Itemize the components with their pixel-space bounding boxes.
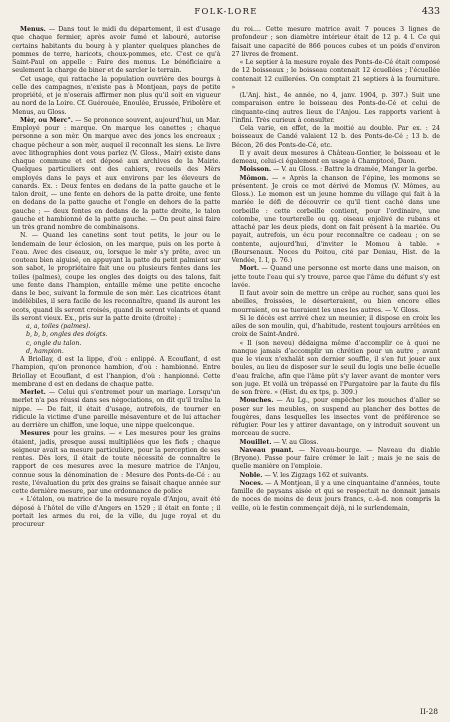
- signature-mark: II-28: [419, 707, 438, 716]
- entry-body-menus: — Dans tout le midi du département, il est d'usage que chaque fermier, après avoir fumé et labouré, autorise certains habitants du bourg à y planter quelques planches de pommes de terre, haricots, choux-pommes, etc. C'est ce qu'à Saint-Paul on appelle : Faire des menus. Le bénéficiaire a seulement la charge de biner et de sarcler le terrain.: [12, 26, 221, 75]
- entry-head-mouillet: Mouillet.: [239, 438, 272, 446]
- entry-head-mesures: Mesures: [20, 430, 50, 438]
- entry-merlet: [12, 389, 221, 430]
- list-item: b, b, b, ongles des doigts.: [26, 331, 108, 339]
- entry-moisson: [232, 166, 441, 174]
- entry-mouches: [232, 397, 441, 438]
- entry-mesures: [12, 430, 221, 496]
- entry-head-mouches: Mouches.: [239, 397, 274, 405]
- entry-mer: [12, 117, 221, 233]
- entry-mort: [232, 265, 441, 290]
- paragraph: Cet usage, qui rattache la population ouvrière des bourgs à celle des campagnes, n'existe pas à Montjean, pays de petite propriété, et je n'oserais affirmer non plus qu'il soit en vigueur au nord de la Loire. Cf. Guérouée, Enoulée, Erussée, Fribolère et Menus, au Gloss.: [12, 75, 221, 116]
- entry-head-momon: Mômon.: [239, 174, 269, 182]
- paragraph: « L'étalon, ou matrice de la mesure royale d'Anjou, avait été déposé à l'hôtel de ville d'Angers en 1529 ; il était en fonte ; il portait les armes du roi, de la ville, du juge royal et du procureur: [12, 496, 221, 528]
- paragraph: « Le septier à la mesure royale des Ponts-de-Cé était composé de 12 boisseaux ; le boisseau contenait 12 écuellées ; l'écuellée contenait 12 cuillerées. On comptait 21 septiers à la fourniture. »: [231, 59, 440, 91]
- paragraph: du roi.... Cette mesure matrice avait 7 pouces 3 lignes de profondeur ; son diamètre intérieur était de 12 p. 4 l. Ce qui faisait une capacité de 866 pouces cubes et un poids d'environ 27 livres de froment.: [231, 26, 440, 58]
- entry-body-mort: — Quand une personne est morte dans une maison, on jette toute l'eau qui s'y trouve, parce que l'âme du défunt s'y est lavée.: [231, 265, 440, 289]
- text-columns: [12, 26, 440, 718]
- entry-body-moisson: — V. au Gloss. : Battre la dramée, Manger la gerbe.: [271, 166, 438, 174]
- entry-body-mesures: pour les grains. — « Les mesures pour les grains étaient, jadis, presque aussi multipliées que les fiefs ; chaque seigneur avait sa mesure particulière, pour la perception de ses rentes. Dès lors, il était de toute nécessité de connaître le rapport de ces mesures avec la mesure matrice de l'Anjou, connue sous la dénomination de : Mesure des Ponts-de-Cé : au reste, l'évaluation du prix des grains se faisait chaque année sur cette dernière mesure, par une ordonnance de police: [12, 430, 221, 495]
- paragraph: (L'Anj. hist., 4e année, no 4, janv. 1904, p. 397.) Suit une comparaison entre le boisseau des Ponts-de-Cé et celui de cinquante-cinq autres lieux de l'Anjou. Les rapports varient à l'infini. Très curieux à consulter.: [231, 92, 440, 124]
- paragraph: Il y avait deux mesures à Château-Gontier, le boisseau et le demeau, celui-ci également en usage à Champtocé, Daon.: [231, 149, 440, 165]
- entry-naveau: [232, 447, 441, 472]
- paragraph: N. — Quand les canetins sont tout petits, le jour ou le lendemain de leur éclosion, on les marque, puis on les porte à l'eau. Avec des ciseaux, ou, lorsque le mèr s'y prête, avec un couteau bien aiguisé, en appuyant la patte du petit palmient sur son sabot, le propriétaire fait une ou plusieurs fentes dans les toiles (palmes), coupe les ongles des doigts ou des talons, fait une fente dans l'hampion, entaille même une petite encoche dans le bec, suivant la formule de son mèr. Les cicatrices étant indélébiles, il sera facile de les reconnaître, quand ils auront les ecots, quand ils seront croisés, quand ils seront volants et quand ils seront vieux. Ex., pris sur la patte droite (droite) :: [12, 232, 221, 322]
- entry-body-naveau: — Naveau-bourge. — Naveau du diable (Bryone). Passe pour faire crémer le lait ; mais je ne sais de quelle manière on l'emploie.: [231, 446, 440, 471]
- entry-momon: [232, 175, 441, 266]
- entry-head-naveau: Naveau puant.: [239, 446, 294, 454]
- entry-noces: [232, 480, 441, 513]
- page-number: 433: [421, 6, 440, 17]
- entry-head-mort: Mort.: [239, 265, 260, 273]
- right-column: [232, 26, 441, 718]
- entry-body-mouillet: — V. au Gloss.: [271, 438, 319, 446]
- entry-noble: [232, 472, 441, 480]
- paragraph: Si le décès est arrivé chez un meunier, il dispose en croix les ailes de son moulin, qui, d'habitude, restent toujours arrêtées en croix de Saint-André.: [231, 314, 440, 339]
- entry-body-merlet: — Celui qui s'entremet pour un mariage. Lorsqu'un merlet n'a pas réussi dans ses négociations, on dit qu'il traîne la nippe. — De fait, il était d'usage, autrefois, de tourner en ridicule la victime d'une pareille mésaventure et de lui attacher au derrière un chiffon, une loque, une nippe quelconque.: [12, 389, 221, 429]
- paragraph: Il faut avoir soin de mettre un crêpe au rucher, sans quoi les abeilles, froissées, le déserteraient, ou bien encore elles mourraient, ou se tueraient les unes les autres. — V. Gloss.: [231, 290, 440, 314]
- entry-body-noble: — V. les Zigzags 162 et suivants.: [262, 471, 369, 479]
- entry-head-moisson: Moisson.: [239, 166, 272, 174]
- entry-body-mer: — Se prononce souvent, aujourd'hui, un Mar. Employé pour : marque. On marque les canettes ; chaque personne a son mèr. On marque avec des joncs les encreaux ; chaque pêcheur a son mèr, auquel il reconnaît les siens. Le livre avec lithographies dont vous parlez (V. Gloss., Mair) existe dans chaque commune et est déposé aux archives de la Mairie. Quelques particuliers ont des cahiers, recueils des Mèrs employés dans le pays et aux environs par les éleveurs de canards. Ex. : Deux fentes en dedans de la patte gauche et le talon droit, — une fente en dehors de la patte droite, une fente en dedans de la patte gauche et l'ongle en dehors de la patte gauche ; — deux fentes en dedans de la patte droite, le talon gauche et hambionné de la patte gauche. — On peut ainsi faire un très grand nombre de combinaisons.: [12, 116, 221, 231]
- list-item: c, ongle du talon.: [26, 339, 82, 347]
- paragraph: Cela varie, en effet, de la moitié au double. Par ex. : 24 boisseaux de Candé valaient 12 b. des Ponts-de-Cé ; 13 b. de Bécon, 26 des Ponts-de-Cé, etc.: [231, 125, 440, 149]
- entry-body-mouches: — Au Lg., pour empêcher les mouches d'aller se poser sur les meubles, on suspend au plancher des bottes de fougères, dans lesquelles les insectes vont de préférence se réfugier. Pour les y attirer davantage, on y introduit souvent un morceau de sucre.: [231, 397, 440, 438]
- running-header: [12, 6, 440, 20]
- paragraph: A Briollay, d est la lippe, d'où : enlippé. A Ecouflant, d est l'hampion, qu'on prononce hambion, d'où : hambionné. Entre Briollay et Ecouflant, d est l'hanpion, d'où : hanpionné. Cette membrane d est en dedans de chaque patte.: [12, 356, 221, 388]
- entry-head-menus: Menus.: [20, 26, 46, 33]
- entry-head-merlet: Merlet.: [20, 389, 46, 396]
- list-item: a, a, toiles (palmes).: [26, 323, 91, 330]
- list-item: d, hampion.: [26, 347, 64, 355]
- entry-mouillet: [232, 439, 441, 447]
- entry-body-noces: — A Montjean, il y a une cinquantaine d'années, toute famille de paysans aisée et qui se respectait ne donnait jamais de noces de moins de deux jours francs, c.-à-d. non compris la veille, où le festin commençait déjà, ni le surlendemain,: [231, 479, 440, 512]
- entry-head-noces: Noces.: [239, 479, 264, 487]
- left-column: [12, 26, 221, 718]
- paragraph: « Il (son neveu) dédaigna même d'accomplir ce à quoi ne manque jamais d'accomplir un chrétien pour un autre ; avant que le vieux n'exhalât son dernier souffle, il s'en fut jouer aux boules, au lieu de disposer sur le seuil du logis une belle écuelle d'eau fraîche, afin que l'âme pût s'y laver avant de monter vers son juge. Et voilà un trépassé en l'Purgatoire par la faute du fils de son frère. » (Hist. du ex tps, p. 309.): [231, 339, 440, 396]
- running-title: FOLK-LORE: [194, 6, 258, 16]
- entry-head-mer: Mèr, ou Merc°.: [20, 116, 73, 124]
- entry-head-noble: Noble.: [239, 471, 263, 479]
- entry-body-momon: — « Après la chanson de l'épine, les momons se présentent. Je crois ce mot dérivé de Momus (V. Mômes, au Gloss.). Le momon est un jeune homme du village qui fait à la mariée le défi de découvrir ce qu'il tient caché dans une corbeille : cette corbeille contient, pour l'ordinaire, une colombe, une tourterelle ou qq. oiseau enjolivé de rubans et attaché par les deux pieds, dont on fait présent à la mariée. Ou payait, autrefois, un écu pour reconnaître ce cadeau ; on se contente, aujourd'hui, d'inviter le Momou à table. » (Boursenaux. Noces du Poitou, cité par Deniau, Hist. de la Vendée, I. I, p. 76.): [231, 174, 440, 264]
- entry-menus: [12, 26, 221, 76]
